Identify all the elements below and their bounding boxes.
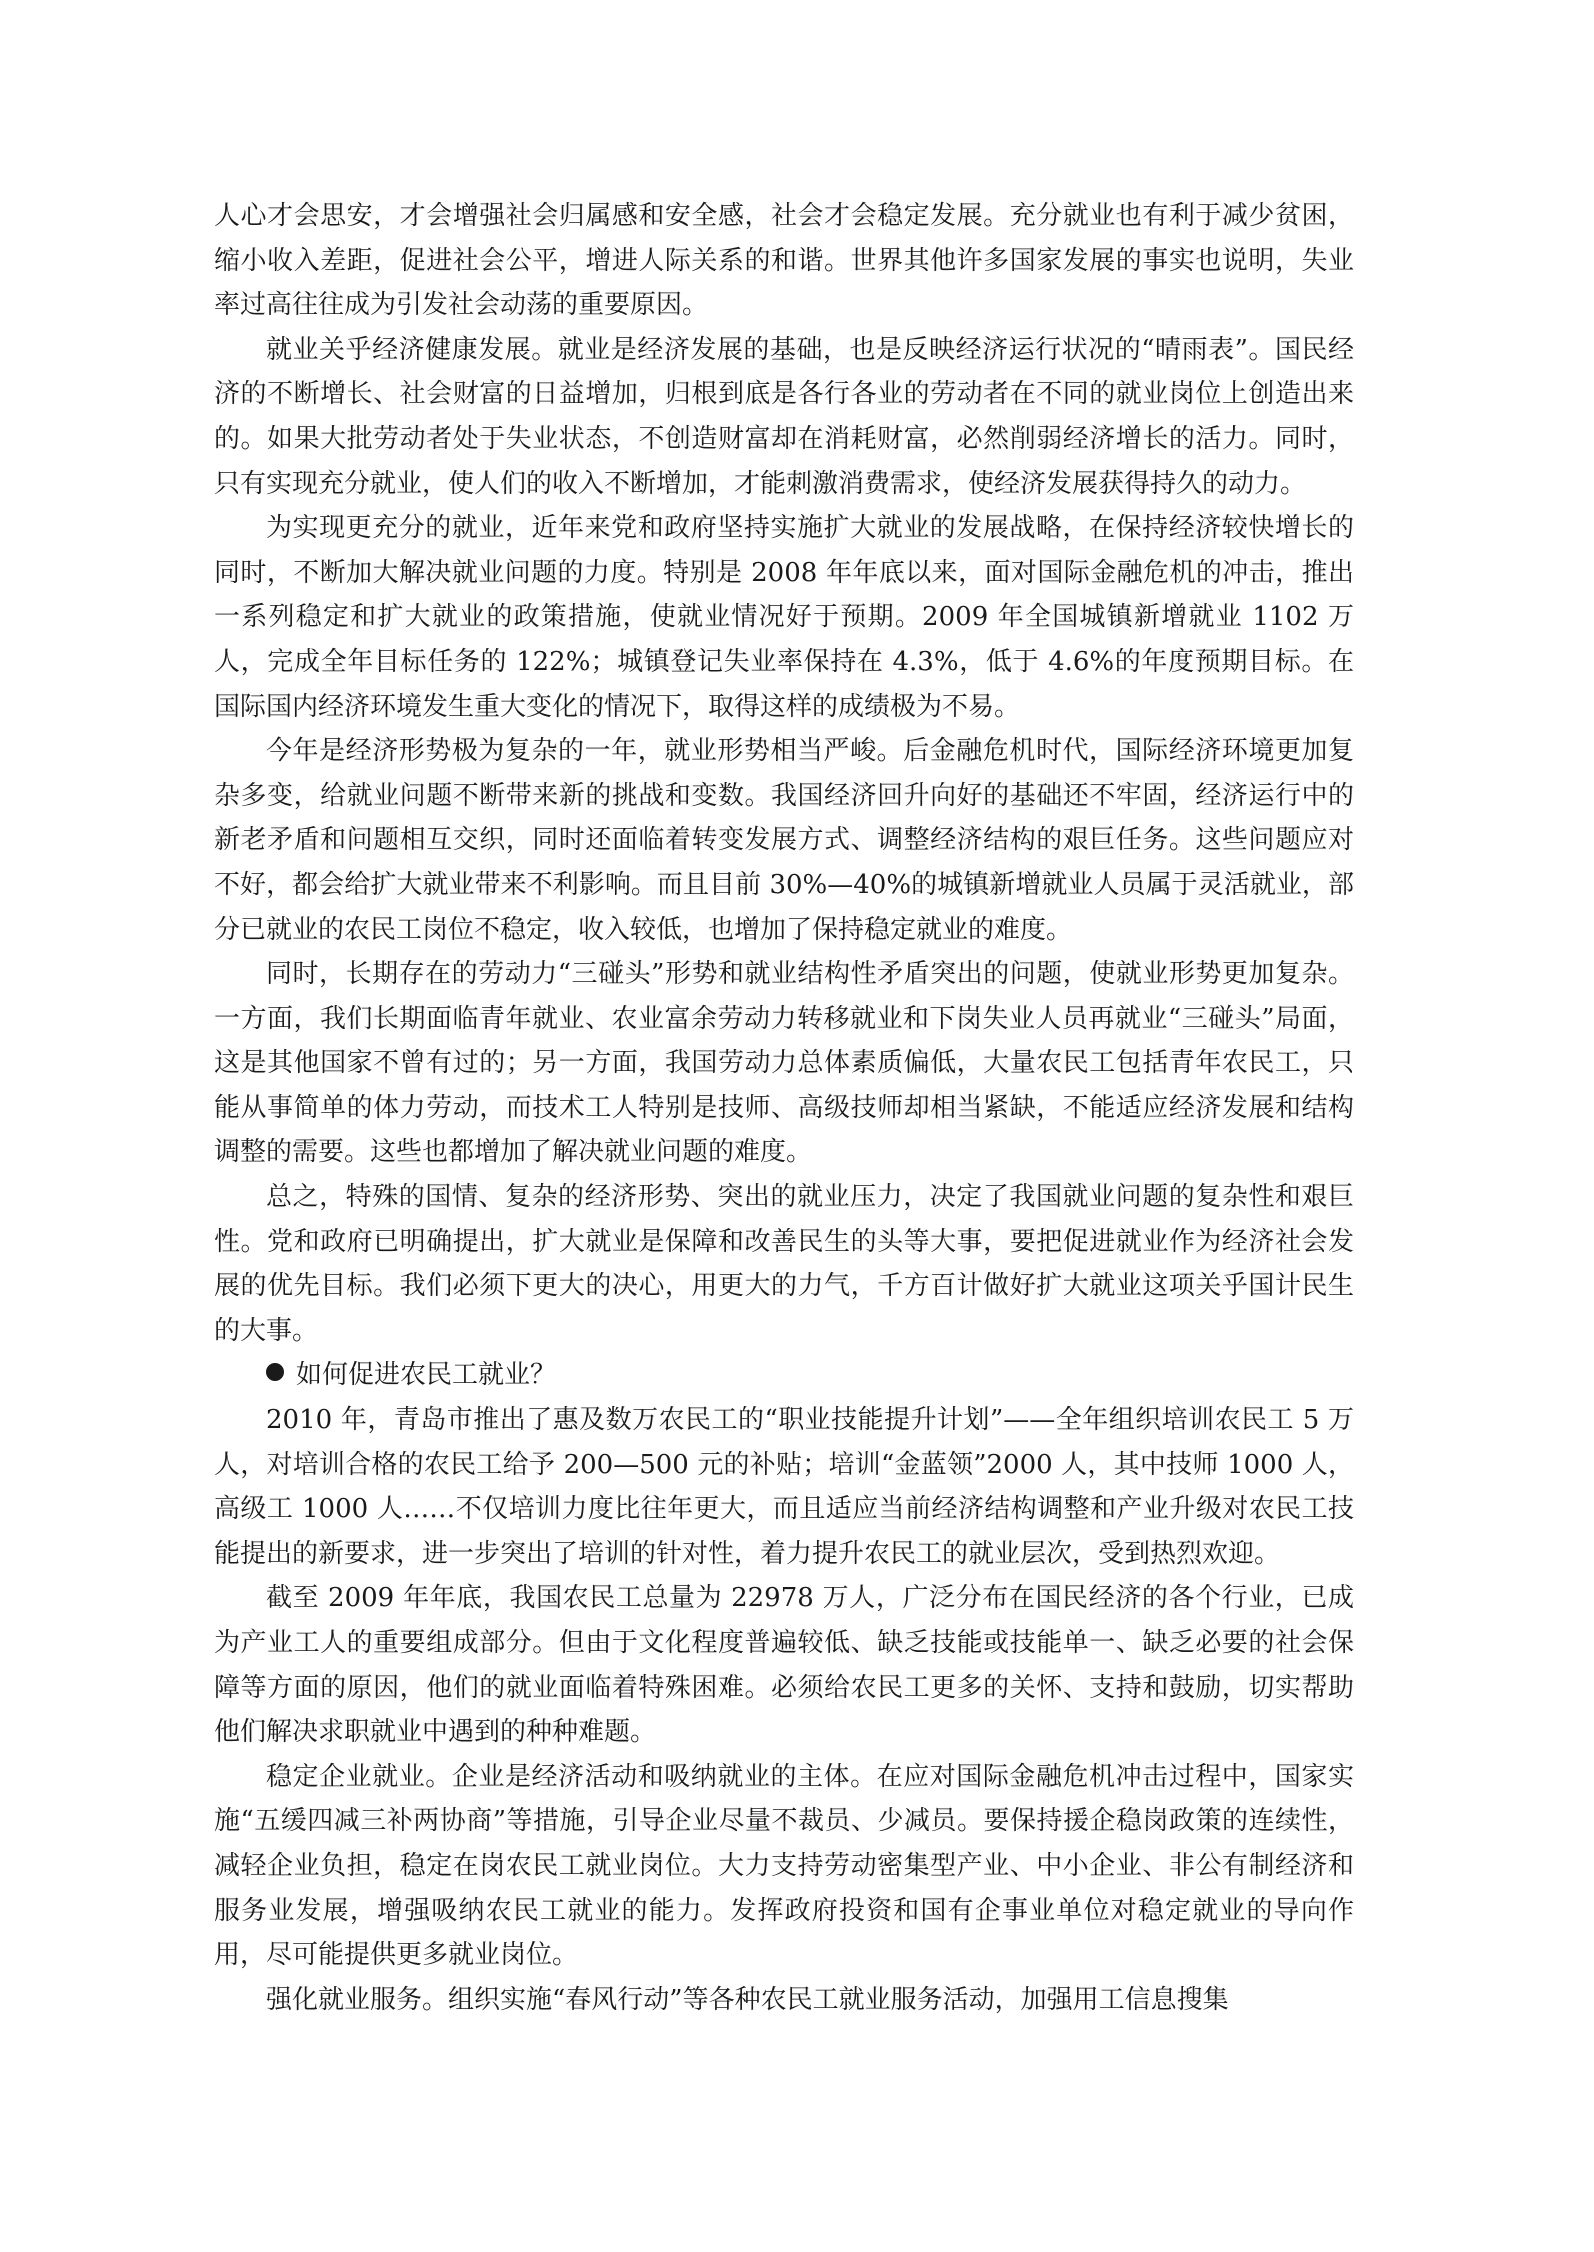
paragraph: 强化就业服务。组织实施“春风行动”等各种农民工就业服务活动，加强用工信息搜集 xyxy=(266,1984,1229,2015)
paragraph: 就业关乎经济健康发展。就业是经济发展的基础，也是反映经济运行状况的“晴雨表”。国民经济的不断增长、社会财富的日益增加，归根到底是各行各业的劳动者在不同的就业岗位上创造出来的。如果大批劳动者处于失业状态，不创造财富却在消耗财富，必然削弱经济增长的活力。同时，只有实现充分就业，使人们的收入不断增加，才能刺激消费需求，使经济发展获得持久的动力。 xyxy=(214,334,1354,499)
paragraph: 稳定企业就业。企业是经济活动和吸纳就业的主体。在应对国际金融危机冲击过程中，国家实施“五缓四减三补两协商”等措施，引导企业尽量不裁员、少减员。要保持援企稳岗政策的连续性，减轻企业负担，稳定在岗农民工就业岗位。大力支持劳动密集型产业、中小企业、非公有制经济和服务业发展，增强吸纳农民工就业的能力。发挥政府投资和国有企事业单位对稳定就业的导向作用，尽可能提供更多就业岗位。 xyxy=(214,1761,1354,1971)
paragraph: 人心才会思安，才会增强社会归属感和安全感，社会才会稳定发展。充分就业也有利于减少贫困，缩小收入差距，促进社会公平，增进人际关系的和谐。世界其他许多国家发展的事实也说明，失业率过高往往成为引发社会动荡的重要原因。 xyxy=(214,201,1354,321)
paragraph: 总之，特殊的国情、复杂的经济形势、突出的就业压力，决定了我国就业问题的复杂性和艰巨性。党和政府已明确提出，扩大就业是保障和改善民生的头等大事，要把促进就业作为经济社会发展的优先目标。我们必须下更大的决心，用更大的力气，千方百计做好扩大就业这项关乎国计民生的大事。 xyxy=(214,1182,1354,1346)
paragraph: 为实现更充分的就业，近年来党和政府坚持实施扩大就业的发展战略，在保持经济较快增长的同时，不断加大解决就业问题的力度。特别是 2008 年年底以来，面对国际金融危机的冲击，推出一系列稳定和扩大就业的政策措施，使就业情况好于预期。2009 年全国城镇新增就业 1102 万人，完成全年目标任务的 122%；城镇登记失业率保持在 4.3%，低于 4.6%的年度预期目标。在国际国内经济环境发生重大变化的情况下，取得这样的成绩极为不易。 xyxy=(214,513,1354,722)
paragraph: 今年是经济形势极为复杂的一年，就业形势相当严峻。后金融危机时代，国际经济环境更加复杂多变，给就业问题不断带来新的挑战和变数。我国经济回升向好的基础还不牢固，经济运行中的新老矛盾和问题相互交织，同时还面临着转变发展方式、调整经济结构的艰巨任务。这些问题应对不好，都会给扩大就业带来不利影响。而且目前 30%—40%的城镇新增就业人员属于灵活就业，部分已就业的农民工岗位不稳定，收入较低，也增加了保持稳定就业的难度。 xyxy=(214,736,1354,945)
section-heading-text: 如何促进农民工就业？ xyxy=(296,1360,557,1391)
article-body xyxy=(214,194,1354,2022)
paragraph: 2010 年，青岛市推出了惠及数万农民工的“职业技能提升计划”——全年组织培训农民工 5 万人，对培训合格的农民工给予 200—500 元的补贴；培训“金蓝领”2000 人，其中技师 1000 人，高级工 1000 人……不仅培训力度比往年更大，而且适应当前经济结构调整和产业升级对农民工技能提出的新要求，进一步突出了培训的针对性，着力提升农民工的就业层次，受到热烈欢迎。 xyxy=(214,1405,1354,1569)
bullet-icon xyxy=(266,1363,284,1381)
paragraph: 同时，长期存在的劳动力“三碰头”形势和就业结构性矛盾突出的问题，使就业形势更加复杂。一方面，我们长期面临青年就业、农业富余劳动力转移就业和下岗失业人员再就业“三碰头”局面，这是其他国家不曾有过的；另一方面，我国劳动力总体素质偏低，大量农民工包括青年农民工，只能从事简单的体力劳动，而技术工人特别是技师、高级技师却相当紧缺，不能适应经济发展和结构调整的需要。这些也都增加了解决就业问题的难度。 xyxy=(214,959,1354,1168)
section-heading xyxy=(214,1353,1354,1398)
paragraph: 截至 2009 年年底，我国农民工总量为 22978 万人，广泛分布在国民经济的各个行业，已成为产业工人的重要组成部分。但由于文化程度普遍较低、缺乏技能或技能单一、缺乏必要的社会保障等方面的原因，他们的就业面临着特殊困难。必须给农民工更多的关怀、支持和鼓励，切实帮助他们解决求职就业中遇到的种种难题。 xyxy=(214,1583,1354,1748)
